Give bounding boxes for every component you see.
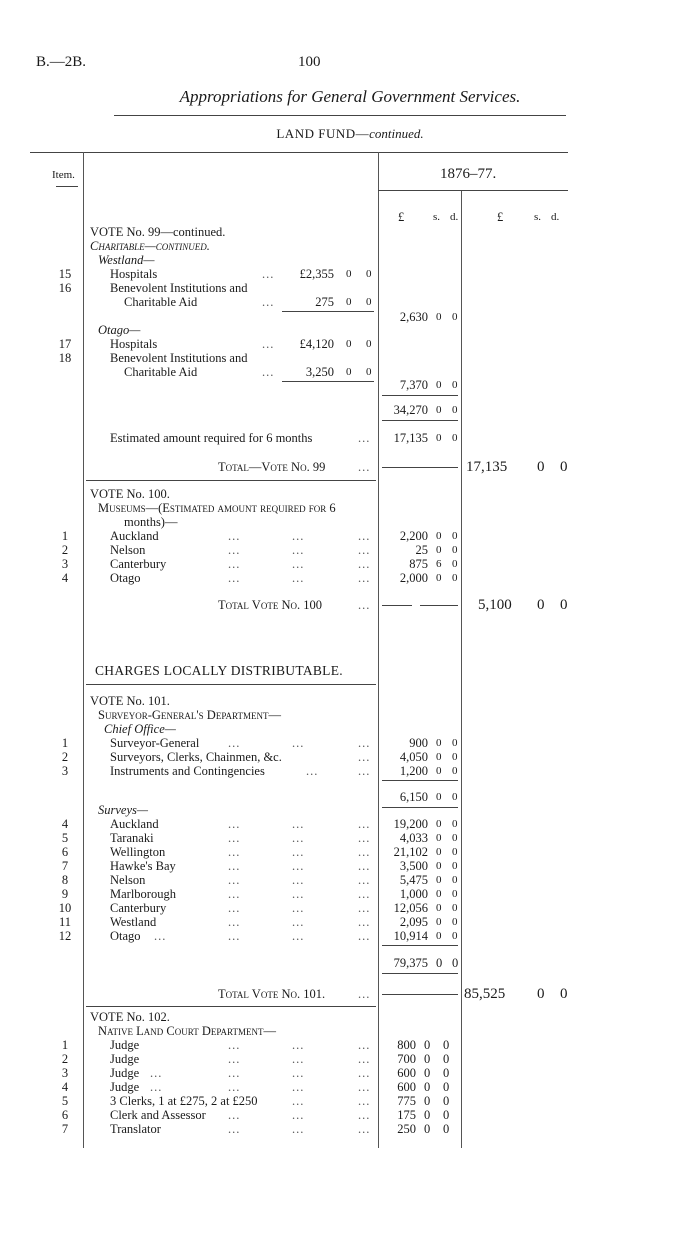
vote-101-total: 85,525 <box>464 986 506 1002</box>
item-description: Judge <box>110 1080 140 1094</box>
item-amount: 600 <box>397 1080 416 1094</box>
sum-rule <box>382 420 458 421</box>
vote-101-subheading: Surveyor-General's Department— <box>98 708 281 722</box>
shillings-header-2: s. <box>534 211 542 223</box>
item-amount: 21,102 <box>393 845 428 859</box>
item-pence: 0 <box>443 1094 450 1108</box>
item-pence: 0 <box>452 751 458 763</box>
vote-100-subheading-cont: months)— <box>124 515 178 529</box>
table-top-rule <box>30 152 568 153</box>
leader-dots: ... <box>358 598 371 612</box>
item-number: 11 <box>58 915 72 929</box>
otago-label: Otago— <box>98 323 141 337</box>
vote-99-total-s: 0 <box>537 459 545 475</box>
item-pence: 0 <box>443 1108 450 1122</box>
item-amount: 3,500 <box>399 859 428 873</box>
item-pence: 0 <box>366 296 372 308</box>
pence-header: d. <box>450 211 459 223</box>
item-pence: 0 <box>443 1066 450 1080</box>
item-description: Hawke's Bay <box>110 859 176 873</box>
surveys-subtotal: 79,375 <box>393 956 428 970</box>
item-pence: 0 <box>443 1038 450 1052</box>
leader-dots: ... <box>358 431 371 445</box>
item-number: 9 <box>61 887 69 901</box>
subtotal-rule <box>282 311 374 312</box>
item-amount: 3,250 <box>305 365 334 379</box>
item-description: Translator <box>110 1122 161 1136</box>
item-amount: 2,000 <box>399 571 428 585</box>
item-number: 6 <box>61 845 69 859</box>
item-shillings: 0 <box>436 888 442 900</box>
year-column-header: 1876–77. <box>440 166 497 182</box>
item-pence: 0 <box>452 572 458 584</box>
item-shillings: 0 <box>424 1122 431 1136</box>
item-description: Judge <box>110 1066 140 1080</box>
item-description-cont: Charitable Aid <box>124 365 198 379</box>
item-shillings: 0 <box>436 846 442 858</box>
item-number: 2 <box>61 750 69 764</box>
surveys-label: Surveys— <box>98 803 148 817</box>
item-header-underline <box>56 186 78 187</box>
item-number: 4 <box>61 817 69 831</box>
item-amount: 700 <box>397 1052 416 1066</box>
item-column-header: Item. <box>52 169 75 181</box>
item-description: Hospitals <box>110 337 158 351</box>
estimated-label: Estimated amount required for 6 months <box>110 431 313 445</box>
vote-100-heading: VOTE No. 100. <box>90 487 170 501</box>
item-number: 4 <box>61 571 69 585</box>
dash-rule <box>382 467 458 468</box>
item-amount: 800 <box>397 1038 416 1052</box>
vote-99-total: 17,135 <box>466 459 508 475</box>
item-number: 1 <box>61 736 69 750</box>
item-description: Canterbury <box>110 557 167 571</box>
vote-100-total-s: 0 <box>537 597 545 613</box>
item-shillings: 0 <box>436 751 442 763</box>
item-shillings: 0 <box>424 1052 431 1066</box>
item-pence: 0 <box>452 874 458 886</box>
page-number: 100 <box>298 54 321 70</box>
item-number: 16 <box>58 281 72 295</box>
item-description: Hospitals <box>110 267 158 281</box>
vote-99-subheading: Charitable—continued. <box>90 239 210 253</box>
item-shillings: 0 <box>424 1094 431 1108</box>
item-pence: 0 <box>452 544 458 556</box>
item-number: 5 <box>61 1094 69 1108</box>
item-shillings: 0 <box>436 930 442 942</box>
item-amount: 2,095 <box>399 915 428 929</box>
vote-99-total-all: 34,270 <box>393 403 428 417</box>
item-pence: 0 <box>452 846 458 858</box>
item-shillings: 0 <box>424 1080 431 1094</box>
item-number: 3 <box>61 557 69 571</box>
sum-rule <box>382 807 458 808</box>
item-pence: 0 <box>452 737 458 749</box>
item-number: 7 <box>61 859 69 873</box>
item-description: Auckland <box>110 817 159 831</box>
pence-header-2: d. <box>551 211 560 223</box>
year-header-rule <box>378 190 568 191</box>
item-number: 4 <box>61 1080 69 1094</box>
item-amount: 2,200 <box>399 529 428 543</box>
section-rule <box>86 480 376 481</box>
item-amount: £4,120 <box>299 337 334 351</box>
item-column-divider <box>83 152 84 1148</box>
item-pence: 0 <box>452 860 458 872</box>
item-description: Auckland <box>110 529 159 543</box>
section-heading: LAND FUND—continued. <box>276 126 424 141</box>
item-pence: 0 <box>366 268 372 280</box>
item-amount: 875 <box>409 557 428 571</box>
item-number: 1 <box>61 1038 69 1052</box>
item-pence: 0 <box>443 1080 450 1094</box>
vote-100-total: 5,100 <box>478 597 512 613</box>
item-amount: 5,475 <box>399 873 428 887</box>
item-shillings: 0 <box>436 916 442 928</box>
item-description: Benevolent Institutions and <box>110 281 248 295</box>
item-number: 6 <box>61 1108 69 1122</box>
sum-rule <box>382 945 458 946</box>
sum-rule <box>382 973 458 974</box>
dash-rule <box>382 994 458 995</box>
item-description: Taranaki <box>110 831 154 845</box>
item-number: 3 <box>61 764 69 778</box>
item-description: Judge <box>110 1052 140 1066</box>
item-amount: 275 <box>315 295 334 309</box>
item-shillings: 0 <box>424 1066 431 1080</box>
item-description: Otago <box>110 929 141 943</box>
leader-dots: ... <box>262 295 275 309</box>
item-shillings: 0 <box>346 366 352 378</box>
item-shillings: 0 <box>436 874 442 886</box>
sum-rule <box>382 780 458 781</box>
item-amount: 25 <box>415 543 428 557</box>
vote-100-total-label: Total Vote No. 100 <box>218 598 322 612</box>
item-pence: 0 <box>452 818 458 830</box>
item-amount: 775 <box>397 1094 416 1108</box>
item-amount: 900 <box>409 736 428 750</box>
item-description: Marlborough <box>110 887 176 901</box>
leader-dots: ... <box>262 267 275 281</box>
vote-101-total-d: 0 <box>560 986 568 1002</box>
item-amount: 175 <box>397 1108 416 1122</box>
section-rule <box>86 684 376 685</box>
item-description: Canterbury <box>110 901 167 915</box>
vote-99-total-label: Total—Vote No. 99 <box>218 460 326 474</box>
dash-rule <box>420 605 458 606</box>
item-shillings: 0 <box>436 737 442 749</box>
item-pence: 0 <box>452 930 458 942</box>
vote-102-heading: VOTE No. 102. <box>90 1010 170 1024</box>
item-pence: 0 <box>452 888 458 900</box>
subtotal-rule <box>282 381 374 382</box>
item-number: 3 <box>61 1066 69 1080</box>
vote-102-subheading: Native Land Court Department— <box>98 1024 276 1038</box>
pounds-header: £ <box>398 210 405 224</box>
vote-100-subheading: Museums—(Estimated amount required for 6 <box>98 501 336 515</box>
item-pence: 0 <box>452 765 458 777</box>
item-description: Wellington <box>110 845 166 859</box>
vote-101-total-label: Total Vote No. 101. <box>218 987 326 1001</box>
item-description: Instruments and Contingencies <box>110 764 265 778</box>
document-code: B.—2B. <box>36 54 87 70</box>
vote-101-total-s: 0 <box>537 986 545 1002</box>
westland-subtotal: 2,630 <box>399 310 428 324</box>
item-amount: 4,033 <box>399 831 428 845</box>
item-shillings: 0 <box>436 530 442 542</box>
item-pence: 0 <box>366 338 372 350</box>
item-description-cont: Charitable Aid <box>124 295 198 309</box>
item-number: 5 <box>61 831 69 845</box>
item-description: Nelson <box>110 873 146 887</box>
item-shillings: 0 <box>424 1038 431 1052</box>
item-description: Otago <box>110 571 141 585</box>
item-shillings: 6 <box>436 558 442 570</box>
item-shillings: 0 <box>346 296 352 308</box>
section-rule <box>86 1006 376 1007</box>
item-description: Judge <box>110 1038 140 1052</box>
item-amount: 12,056 <box>393 901 428 915</box>
pounds-header-2: £ <box>497 210 504 224</box>
item-description: Surveyors, Clerks, Chainmen, &c. <box>110 750 282 764</box>
item-number: 15 <box>58 267 72 281</box>
item-description: Clerk and Assessor <box>110 1108 206 1122</box>
charges-heading: CHARGES LOCALLY DISTRIBUTABLE. <box>95 663 343 678</box>
vote-99-total-d: 0 <box>560 459 568 475</box>
leader-dots: ... <box>358 987 371 1001</box>
item-amount: 10,914 <box>393 929 428 943</box>
amount-column-divider <box>378 152 379 1148</box>
item-description: Nelson <box>110 543 146 557</box>
item-description: 3 Clerks, 1 at £275, 2 at £250 <box>110 1094 258 1108</box>
item-pence: 0 <box>443 1122 450 1136</box>
item-amount: 1,000 <box>399 887 428 901</box>
item-amount: 250 <box>397 1122 416 1136</box>
item-pence: 0 <box>443 1052 450 1066</box>
item-number: 1 <box>61 529 69 543</box>
item-pence: 0 <box>452 558 458 570</box>
total-column-divider <box>461 190 462 1148</box>
item-pence: 0 <box>452 530 458 542</box>
item-number: 17 <box>58 337 72 351</box>
leader-dots: ... <box>262 337 275 351</box>
item-pence: 0 <box>452 832 458 844</box>
item-shillings: 0 <box>436 832 442 844</box>
item-shillings: 0 <box>424 1108 431 1122</box>
sum-rule <box>382 395 458 396</box>
dash-rule <box>382 605 412 606</box>
item-amount: 1,200 <box>399 764 428 778</box>
item-number: 7 <box>61 1122 69 1136</box>
item-number: 10 <box>58 901 72 915</box>
vote-100-total-d: 0 <box>560 597 568 613</box>
page-title: Appropriations for General Government Services. <box>179 87 521 106</box>
item-amount: £2,355 <box>299 267 334 281</box>
item-pence: 0 <box>366 366 372 378</box>
item-number: 2 <box>61 1052 69 1066</box>
item-number: 8 <box>61 873 69 887</box>
leader-dots: ... <box>262 365 275 379</box>
item-amount: 19,200 <box>393 817 428 831</box>
item-number: 2 <box>61 543 69 557</box>
item-shillings: 0 <box>436 544 442 556</box>
item-shillings: 0 <box>346 338 352 350</box>
item-description: Westland <box>110 915 157 929</box>
vote-101-heading: VOTE No. 101. <box>90 694 170 708</box>
item-amount: 600 <box>397 1066 416 1080</box>
item-shillings: 0 <box>436 818 442 830</box>
shillings-header: s. <box>433 211 441 223</box>
estimated-amount: 17,135 <box>393 431 428 445</box>
item-shillings: 0 <box>436 572 442 584</box>
item-amount: 4,050 <box>399 750 428 764</box>
item-description: Benevolent Institutions and <box>110 351 248 365</box>
title-rule <box>114 115 566 116</box>
leader-dots: ... <box>358 460 371 474</box>
item-shillings: 0 <box>436 860 442 872</box>
chief-office-label: Chief Office— <box>104 722 176 736</box>
item-pence: 0 <box>452 902 458 914</box>
item-shillings: 0 <box>436 902 442 914</box>
chief-office-subtotal: 6,150 <box>399 790 428 804</box>
item-shillings: 0 <box>346 268 352 280</box>
item-description: Surveyor-General <box>110 736 200 750</box>
item-number: 18 <box>58 351 72 365</box>
otago-subtotal: 7,370 <box>399 378 428 392</box>
item-shillings: 0 <box>436 765 442 777</box>
westland-label: Westland— <box>98 253 155 267</box>
item-number: 12 <box>58 929 72 943</box>
item-pence: 0 <box>452 916 458 928</box>
vote-99-heading: VOTE No. 99—continued. <box>90 225 226 239</box>
